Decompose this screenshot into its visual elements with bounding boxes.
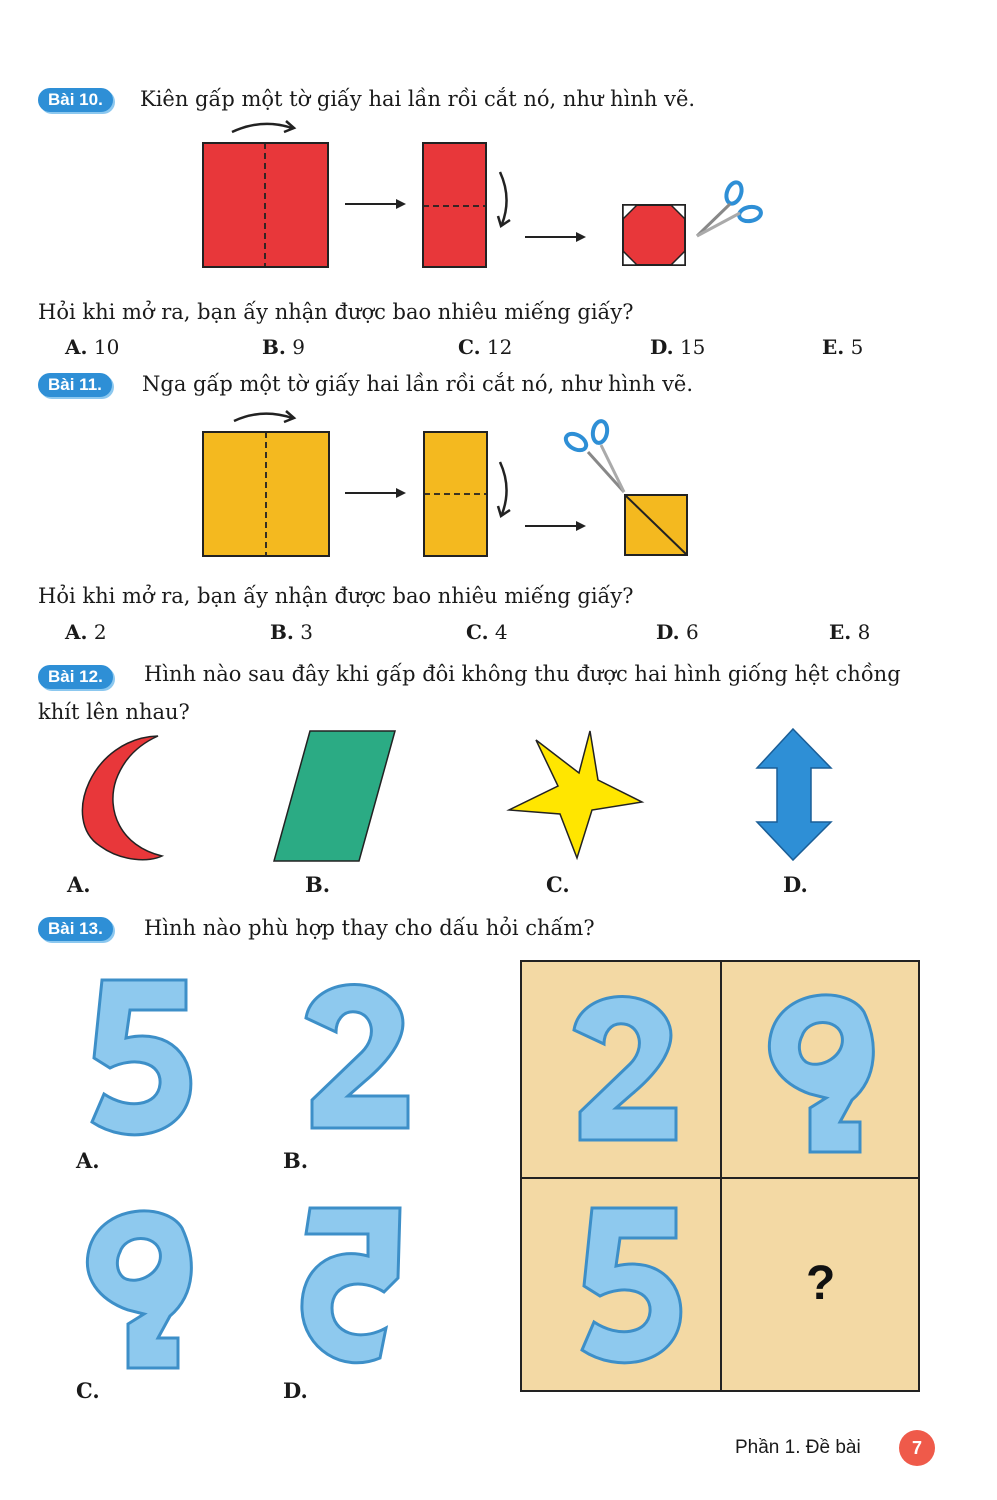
q10-badge: Bài 10. bbox=[38, 88, 113, 112]
q11-option-a[interactable]: A. 2 bbox=[65, 620, 107, 644]
scissors-icon bbox=[563, 420, 624, 492]
q11-option-b[interactable]: B. 3 bbox=[270, 620, 313, 644]
q13-option-c[interactable]: C. bbox=[76, 1378, 100, 1403]
page-number: 7 bbox=[899, 1430, 935, 1466]
q12-option-d[interactable]: D. bbox=[783, 872, 808, 897]
fold-arrow-icon bbox=[234, 414, 292, 421]
q10-quarter bbox=[623, 205, 685, 265]
q12-shape-crescent bbox=[70, 730, 170, 870]
q12-badge: Bài 12. bbox=[38, 665, 113, 689]
q13-grid-cell-3 bbox=[568, 1198, 698, 1378]
q13-grid-question-mark: ? bbox=[806, 1257, 836, 1310]
q13-grid-cell-1 bbox=[560, 982, 690, 1162]
q11-option-c[interactable]: C. 4 bbox=[466, 620, 508, 644]
q11-fold-diagram bbox=[0, 400, 997, 570]
scissors-icon bbox=[697, 180, 762, 236]
q10-fold-diagram bbox=[0, 110, 997, 310]
q11-option-e[interactable]: E. 8 bbox=[829, 620, 871, 644]
q12-text-line1: Hình nào sau đây khi gấp đôi không thu được hai hình giống hệt chồng bbox=[144, 662, 901, 686]
q10-text: Kiên gấp một tờ giấy hai lần rồi cắt nó, như hình vẽ. bbox=[140, 87, 696, 111]
q13-text: Hình nào phù hợp thay cho dấu hỏi chấm? bbox=[144, 916, 595, 940]
q12-option-a[interactable]: A. bbox=[67, 872, 91, 897]
q10-question: Hỏi khi mở ra, bạn ấy nhận được bao nhiêu miếng giấy? bbox=[38, 300, 634, 324]
q12-text-line2: khít lên nhau? bbox=[38, 700, 190, 724]
q13-figure-d bbox=[292, 1198, 422, 1388]
footer-section: Phần 1. Đề bài bbox=[735, 1437, 861, 1458]
q11-question: Hỏi khi mở ra, bạn ấy nhận được bao nhiêu miếng giấy? bbox=[38, 584, 634, 608]
q13-option-a[interactable]: A. bbox=[76, 1148, 100, 1173]
q11-option-d[interactable]: D. 6 bbox=[656, 620, 699, 644]
q13-figure-a bbox=[78, 970, 208, 1150]
q12-shape-double-arrow bbox=[755, 726, 835, 866]
q10-option-b[interactable]: B. 9 bbox=[262, 335, 305, 359]
q13-option-d[interactable]: D. bbox=[283, 1378, 308, 1403]
q12-option-c[interactable]: C. bbox=[546, 872, 570, 897]
q13-figure-c bbox=[78, 1198, 208, 1388]
q10-half-sheet bbox=[423, 143, 486, 267]
q11-badge: Bài 11. bbox=[38, 373, 112, 397]
q10-option-e[interactable]: E. 5 bbox=[822, 335, 864, 359]
q10-option-a[interactable]: A. 10 bbox=[65, 335, 120, 359]
q13-badge: Bài 13. bbox=[38, 917, 113, 941]
q13-option-b[interactable]: B. bbox=[283, 1148, 309, 1173]
fold-arrow-icon bbox=[232, 124, 292, 132]
q10-option-d[interactable]: D. 15 bbox=[650, 335, 706, 359]
q10-option-c[interactable]: C. 12 bbox=[458, 335, 513, 359]
q13-figure-b bbox=[292, 970, 422, 1150]
q12-shape-parallelogram bbox=[270, 728, 400, 868]
q12-option-b[interactable]: B. bbox=[305, 872, 331, 897]
q12-shape-star bbox=[505, 728, 645, 863]
q13-grid-cell-2 bbox=[760, 982, 890, 1162]
q11-text: Nga gấp một tờ giấy hai lần rồi cắt nó, như hình vẽ. bbox=[142, 372, 694, 396]
